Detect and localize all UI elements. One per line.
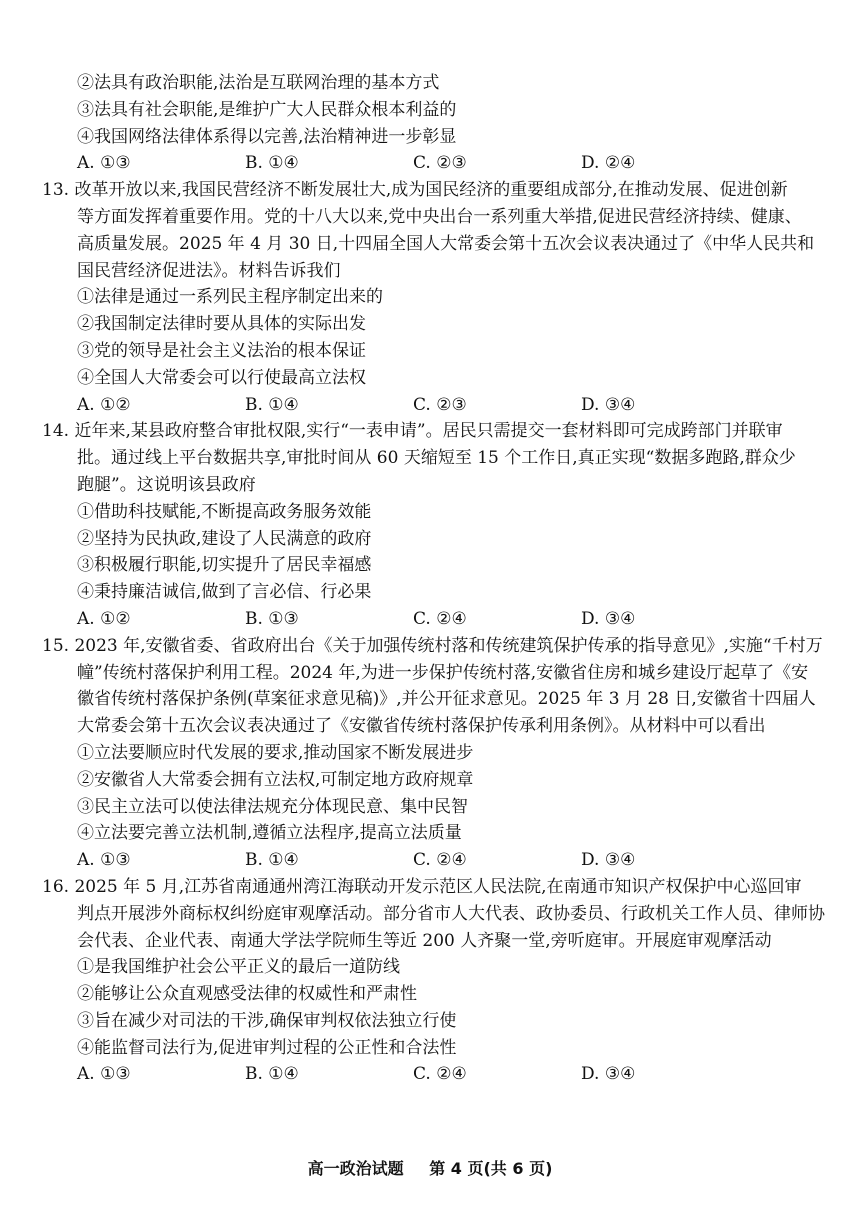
question-stem-line: 大常委会第十五次会议表决通过了《安徽省传统村落保护传承利用条例》。从材料中可以看出: [77, 716, 766, 737]
choice-b: B. ①④: [245, 850, 299, 871]
option-line: ④秉持廉洁诚信,做到了言必信、行必果: [77, 582, 372, 603]
option-line: ④全国人大常委会可以行使最高立法权: [77, 367, 366, 388]
choice-b: B. ①③: [245, 608, 299, 629]
option-line: ②安徽省人大常委会拥有立法权,可制定地方政府规章: [77, 769, 474, 790]
choice-c: C. ②③: [413, 394, 467, 415]
answer-choices: [42, 606, 832, 633]
page-footer: [0, 1156, 860, 1179]
question-12-tail: [42, 70, 832, 177]
option-line: ①是我国维护社会公平正义的最后一道防线: [77, 957, 400, 978]
question-body: [42, 70, 832, 1088]
question-13: [42, 177, 832, 418]
question-16: [42, 874, 832, 1088]
choice-a: A. ①②: [77, 608, 131, 629]
choice-c: C. ②④: [413, 850, 467, 871]
option-line: ①立法要顺应时代发展的要求,推动国家不断发展进步: [77, 742, 474, 763]
question-stem-line: 15. 2023 年,安徽省委、省政府出台《关于加强传统村落和传统建筑保护传承的指导意见》,实施“千村万: [42, 635, 823, 656]
question-stem-line: 判点开展涉外商标权纠纷庭审观摩活动。部分省市人大代表、政协委员、行政机关工作人员、律师协: [77, 903, 825, 924]
answer-choices: [42, 1061, 832, 1088]
question-stem-line: 高质量发展。2025 年 4 月 30 日,十四届全国人大常委会第十五次会议表决通过了《中华人民共和: [77, 233, 815, 254]
option-line: ③党的领导是社会主义法治的根本保证: [77, 340, 366, 361]
question-stem-line: 徽省传统村落保护条例(草案征求意见稿)》,并公开征求意见。2025 年 3 月 28 日,安徽省十四届人: [77, 689, 816, 710]
choice-d: D. ③④: [581, 608, 636, 629]
question-stem-line: 国民营经济促进法》。材料告诉我们: [77, 260, 341, 281]
answer-choices: [42, 392, 832, 419]
option-line: ②能够让公众直观感受法律的权威性和严肃性: [77, 984, 417, 1005]
choice-a: A. ①③: [77, 850, 131, 871]
answer-choices: [42, 847, 832, 874]
choice-b: B. ①④: [245, 394, 299, 415]
choice-c: C. ②③: [413, 153, 467, 174]
option-line: ④立法要完善立法机制,遵循立法程序,提高立法质量: [77, 823, 462, 844]
question-14: [42, 418, 832, 632]
choice-a: A. ①③: [77, 1064, 131, 1085]
option-line: ②我国制定法律时要从具体的实际出发: [77, 314, 366, 335]
choice-d: D. ③④: [581, 850, 636, 871]
option-line: ④我国网络法律体系得以完善,法治精神进一步彰显: [77, 126, 457, 147]
question-stem-line: 幢”传统村落保护利用工程。2024 年,为进一步保护传统村落,安徽省住房和城乡建设厅起草了《安: [77, 662, 809, 683]
choice-d: D. ②④: [581, 153, 636, 174]
choice-c: C. ②④: [413, 608, 467, 629]
option-line: ①法律是通过一系列民主程序制定出来的: [77, 287, 383, 308]
choice-b: B. ①④: [245, 153, 299, 174]
option-line: ②坚持为民执政,建设了人民满意的政府: [77, 528, 372, 549]
footer-subject: 高一政治试题: [307, 1159, 404, 1178]
question-stem-line: 批。通过线上平台数据共享,审批时间从 60 天缩短至 15 个工作日,真正实现“数据多跑路,群众少: [77, 448, 796, 469]
answer-choices: [42, 150, 832, 177]
choice-d: D. ③④: [581, 394, 636, 415]
choice-a: A. ①③: [77, 153, 131, 174]
choice-a: A. ①②: [77, 394, 131, 415]
question-stem-line: 等方面发挥着重要作用。党的十八大以来,党中央出台一系列重大举措,促进民营经济持续、健康、: [77, 206, 802, 227]
option-line: ③民主立法可以使法律法规充分体现民意、集中民智: [77, 796, 468, 817]
option-line: ②法具有政治职能,法治是互联网治理的基本方式: [77, 73, 440, 93]
question-stem-line: 16. 2025 年 5 月,江苏省南通通州湾江海联动开发示范区人民法院,在南通市知识产权保护中心巡回审: [42, 876, 802, 897]
choice-c: C. ②④: [413, 1064, 467, 1085]
option-line: ③积极履行职能,切实提升了居民幸福感: [77, 555, 372, 576]
question-stem-line: 跑腿”。这说明该县政府: [77, 474, 256, 495]
question-15: [42, 633, 832, 874]
footer-page-number: 第 4 页(共 6 页): [429, 1159, 553, 1178]
choice-d: D. ③④: [581, 1064, 636, 1085]
option-line: ④能监督司法行为,促进审判过程的公正性和合法性: [77, 1037, 457, 1058]
choice-b: B. ①④: [245, 1064, 299, 1085]
question-stem-line: 13. 改革开放以来,我国民营经济不断发展壮大,成为国民经济的重要组成部分,在推动发展、促进创新: [42, 180, 788, 201]
option-line: ③法具有社会职能,是维护广大人民群众根本利益的: [77, 99, 457, 120]
option-line: ①借助科技赋能,不断提高政务服务效能: [77, 501, 372, 522]
question-stem-line: 14. 近年来,某县政府整合审批权限,实行“一表申请”。居民只需提交一套材料即可完成跨部门并联审: [42, 421, 783, 442]
question-stem-line: 会代表、企业代表、南通大学法学院师生等近 200 人齐聚一堂,旁听庭审。开展庭审观摩活动: [77, 930, 772, 951]
option-line: ③旨在减少对司法的干涉,确保审判权依法独立行使: [77, 1010, 457, 1031]
